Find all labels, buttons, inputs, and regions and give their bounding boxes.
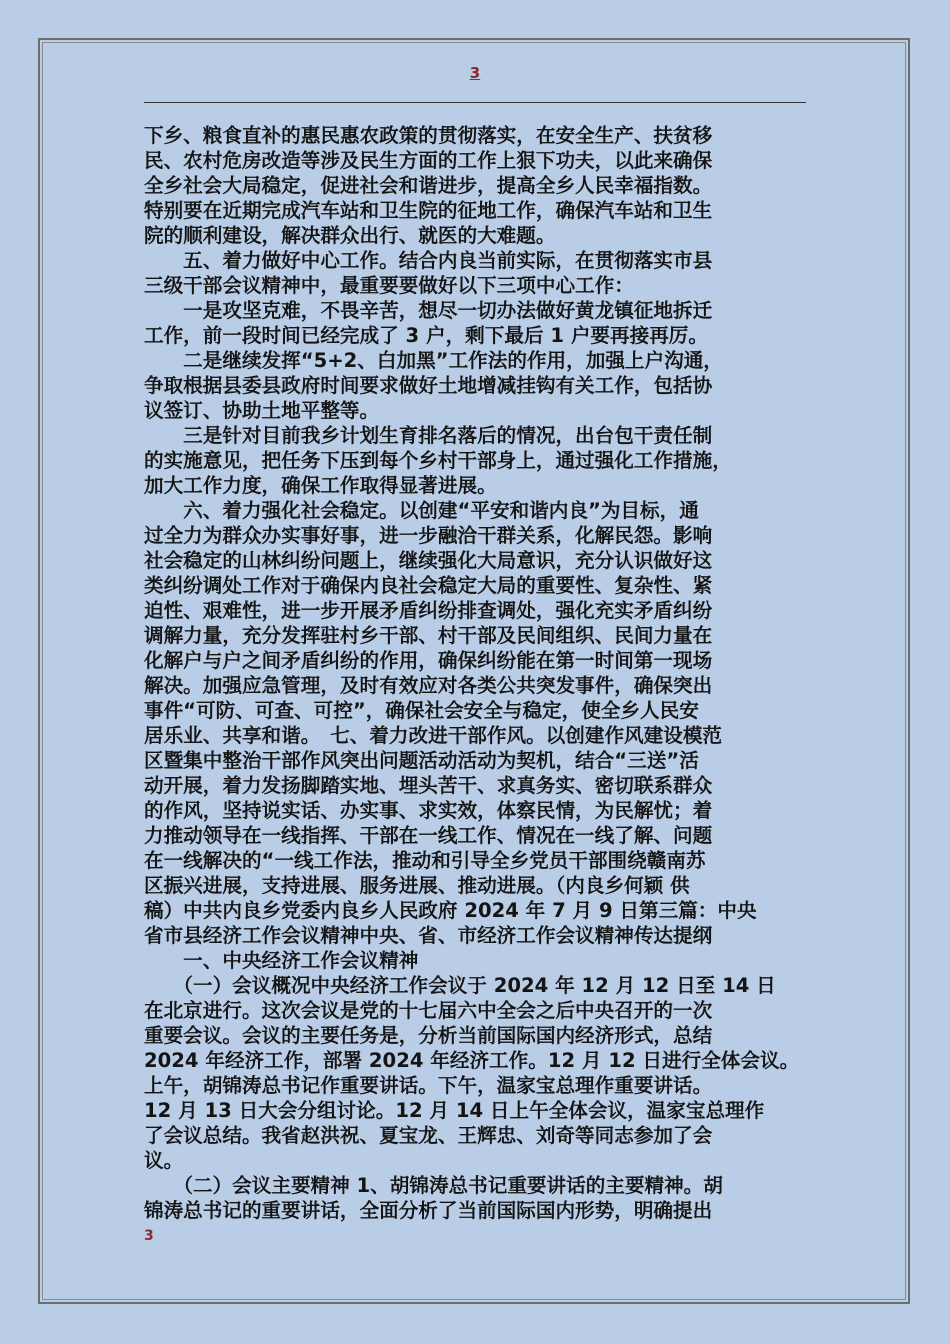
text-line: 议。	[144, 1149, 184, 1172]
text-line: 事件“可防、可查、可控”，确保社会安全与稳定，使全乡人民安	[144, 699, 699, 722]
text-line: 力推动领导在一线指挥、干部在一线工作、情况在一线了解、问题	[144, 824, 713, 847]
text-line: 二是继续发挥“5+2、白加黑”工作法的作用，加强上户沟通，	[144, 349, 723, 372]
text-line: （一）会议概况中央经济工作会议于 2024 年 12 月 12 日至 14 日	[144, 974, 776, 997]
text-line: 锦涛总书记的重要讲话，全面分析了当前国际国内形势，明确提出	[144, 1199, 713, 1222]
text-line: 调解力量，充分发挥驻村乡干部、村干部及民间组织、民间力量在	[144, 624, 713, 647]
text-line: 类纠纷调处工作对于确保内良社会稳定大局的重要性、复杂性、紧	[144, 574, 713, 597]
text-line: 了会议总结。我省赵洪祝、夏宝龙、王辉忠、刘奇等同志参加了会	[144, 1124, 713, 1147]
text-line: 重要会议。会议的主要任务是，分析当前国际国内经济形式，总结	[144, 1024, 713, 1047]
text-line: 院的顺利建设，解决群众出行、就医的大难题。	[144, 224, 556, 247]
text-line: 过全力为群众办实事好事，进一步融洽干群关系，化解民怨。影响	[144, 524, 713, 547]
text-line: 区暨集中整治干部作风突出问题活动活动为契机，结合“三送”活	[144, 749, 699, 772]
text-line: 特别要在近期完成汽车站和卫生院的征地工作，确保汽车站和卫生	[144, 199, 713, 222]
text-line: 居乐业、共享和谐。 七、着力改进干部作风。以创建作风建设模范	[144, 724, 723, 747]
text-line: 的作风，坚持说实话、办实事、求实效，体察民情，为民解忧；着	[144, 799, 713, 822]
text-line: 一、中央经济工作会议精神	[144, 949, 419, 972]
document-body	[144, 123, 808, 1223]
text-line: 争取根据县委县政府时间要求做好土地增减挂钩有关工作，包括协	[144, 374, 713, 397]
text-line: 在一线解决的“一线工作法，推动和引导全乡党员干部围绕赣南苏	[144, 849, 706, 872]
text-line: 加大工作力度，确保工作取得显著进展。	[144, 474, 497, 497]
text-line: 12 月 13 日大会分组讨论。12 月 14 日上午全体会议，温家宝总理作	[144, 1099, 765, 1122]
text-line: 动开展，着力发扬脚踏实地、埋头苦干、求真务实、密切联系群众	[144, 774, 713, 797]
text-line: 三级干部会议精神中，最重要要做好以下三项中心工作：	[144, 274, 634, 297]
header-page-number: 3	[469, 64, 481, 82]
text-line: 化解户与户之间矛盾纠纷的作用，确保纠纷能在第一时间第一现场	[144, 649, 713, 672]
text-line: 2024 年经济工作，部署 2024 年经济工作。12 月 12 日进行全体会议。	[144, 1049, 800, 1072]
text-line: 迫性、艰难性，进一步开展矛盾纠纷排查调处，强化充实矛盾纠纷	[144, 599, 713, 622]
text-line: 下乡、粮食直补的惠民惠农政策的贯彻落实，在安全生产、扶贫移	[144, 124, 713, 147]
text-line: 在北京进行。这次会议是党的十七届六中全会之后中央召开的一次	[144, 999, 713, 1022]
text-line: 六、着力强化社会稳定。以创建“平安和谐内良”为目标，通	[144, 499, 699, 522]
text-line: 区振兴进展，支持进展、服务进展、推动进展。（内良乡何颖 供	[144, 874, 690, 897]
text-line: 社会稳定的山林纠纷问题上，继续强化大局意识，充分认识做好这	[144, 549, 713, 572]
text-line: 议签订、协助土地平整等。	[144, 399, 380, 422]
text-line: （二）会议主要精神 1、胡锦涛总书记重要讲话的主要精神。胡	[144, 1174, 723, 1197]
text-line: 解决。加强应急管理，及时有效应对各类公共突发事件，确保突出	[144, 674, 713, 697]
text-line: 五、着力做好中心工作。结合内良当前实际，在贯彻落实市县	[144, 249, 713, 272]
footer-page-number: 3	[144, 1228, 154, 1244]
text-line: 省市县经济工作会议精神中央、省、市经济工作会议精神传达提纲	[144, 924, 713, 947]
text-line: 一是攻坚克难，不畏辛苦，想尽一切办法做好黄龙镇征地拆迁	[144, 299, 713, 322]
text-line: 稿）中共内良乡党委内良乡人民政府 2024 年 7 月 9 日第三篇：中央	[144, 899, 757, 922]
text-line: 民、农村危房改造等涉及民生方面的工作上狠下功夫，以此来确保	[144, 149, 713, 172]
text-line: 的实施意见，把任务下压到每个乡村干部身上，通过强化工作措施，	[144, 449, 732, 472]
text-line: 全乡社会大局稳定，促进社会和谐进步，提高全乡人民幸福指数。	[144, 174, 713, 197]
text-line: 工作，前一段时间已经完成了 3 户，剩下最后 1 户要再接再厉。	[144, 324, 708, 347]
text-line: 上午，胡锦涛总书记作重要讲话。下午，温家宝总理作重要讲话。	[144, 1074, 713, 1097]
text-line: 三是针对目前我乡计划生育排名落后的情况，出台包干责任制	[144, 424, 713, 447]
header-rule	[144, 102, 806, 103]
